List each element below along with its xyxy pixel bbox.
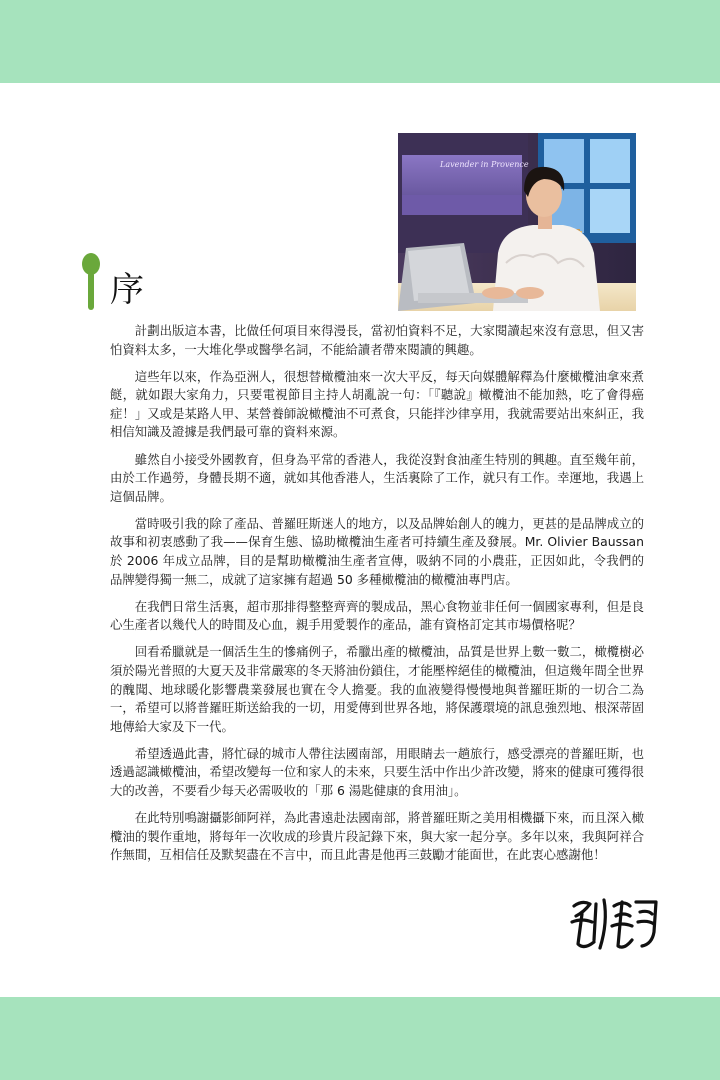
section-heading [78, 252, 144, 312]
handwritten-signature [564, 892, 664, 954]
preface-body [110, 322, 644, 873]
page-title: 序 [110, 270, 144, 310]
top-green-band [0, 0, 720, 83]
paragraph: 在此特別鳴謝攝影師阿祥，為此書遠赴法國南部，將普羅旺斯之美用相機攝下來，而且深入橄欖油的製作重地，將每年一次收成的珍貴片段記錄下來，與大家一起分享。多年以來，我與阿祥合作無間，互相信任及默契盡在不言中，而且此書是他再三鼓勵才能面世，在此衷心感謝他！ [110, 810, 644, 863]
spoon-icon [78, 252, 104, 312]
paragraph: 回看希臘就是一個活生生的慘痛例子，希臘出產的橄欖油，品質是世界上數一數二，橄欖樹必須於陽光普照的大夏天及非常嚴寒的冬天將油份鎖住，才能壓榨絕佳的橄欖油，但這幾年間全世界的醜聞、地球暖化影響農業發展也實在令人擔憂。我的血液變得慢慢地與普羅旺斯的一切合二為一，希望可以將普羅旺斯送給我的一切，用愛傳到世界各地，將保護環境的訊息強烈地、根深蒂固地傳給大家及下一代。 [110, 644, 644, 734]
bottom-green-band [0, 997, 720, 1080]
photo-sign-text: Lavender in Provence [440, 160, 529, 169]
signature [564, 892, 664, 954]
paragraph: 希望透過此書，將忙碌的城市人帶往法國南部，用眼睛去一趟旅行，感受漂亮的普羅旺斯，也透過認識橄欖油，希望改變每一位和家人的未來，只要生活中作出少許改變，將來的健康可獲得很大的改善，不要看少每天必需吸收的「那 6 湯匙健康的食用油」。 [110, 745, 644, 799]
paragraph: 這些年以來，作為亞洲人，很想替橄欖油來一次大平反，每天向媒體解釋為什麼橄欖油拿來煮餸，就如跟大家角力，只要電視節目主持人胡亂說一句：「『聽說』橄欖油不能加熱，吃了會得癌症！」又或是某路人甲、某營養師說橄欖油不可煮食，只能拌沙律享用，我就需要站出來糾正，我相信知識及證據是我們最可靠的資料來源。 [110, 368, 644, 440]
author-photo [398, 133, 636, 311]
paragraph: 計劃出版這本書，比做任何項目來得漫長，當初怕資料不足，大家閱讀起來沒有意思，但又害怕資料太多，一大堆化學或醫學名詞，不能給讀者帶來閱讀的興趣。 [110, 323, 644, 357]
paragraph: 當時吸引我的除了產品、普羅旺斯迷人的地方，以及品牌始創人的魄力，更甚的是品牌成立的故事和初衷感動了我——保育生態、協助橄欖油生產者可持續生產及發展。Mr. Olivier Baussan 於 2006 年成立品牌，目的是幫助橄欖油生產者宣傳，吸納不同的小農莊，正因如此，令我們的品牌變得獨一無二，成就了這家擁有超過 50 多種橄欖油的橄欖油專門店。 [110, 515, 644, 587]
paragraph: 在我們日常生活裏，超市那排得整整齊齊的製成品，黑心食物並非任何一個國家專利，但是良心生產者以幾代人的時間及心血，親手用愛製作的產品，誰有資格訂定其市場價格呢？ [110, 598, 644, 633]
author-photo-illustration [398, 133, 636, 311]
paragraph: 雖然自小接受外國教育，但身為平常的香港人，我從沒對食油產生特別的興趣。直至幾年前，由於工作過勞，身體長期不適，就如其他香港人，生活裏除了工作，就只有工作。幸運地，我遇上這個品牌。 [110, 451, 644, 504]
